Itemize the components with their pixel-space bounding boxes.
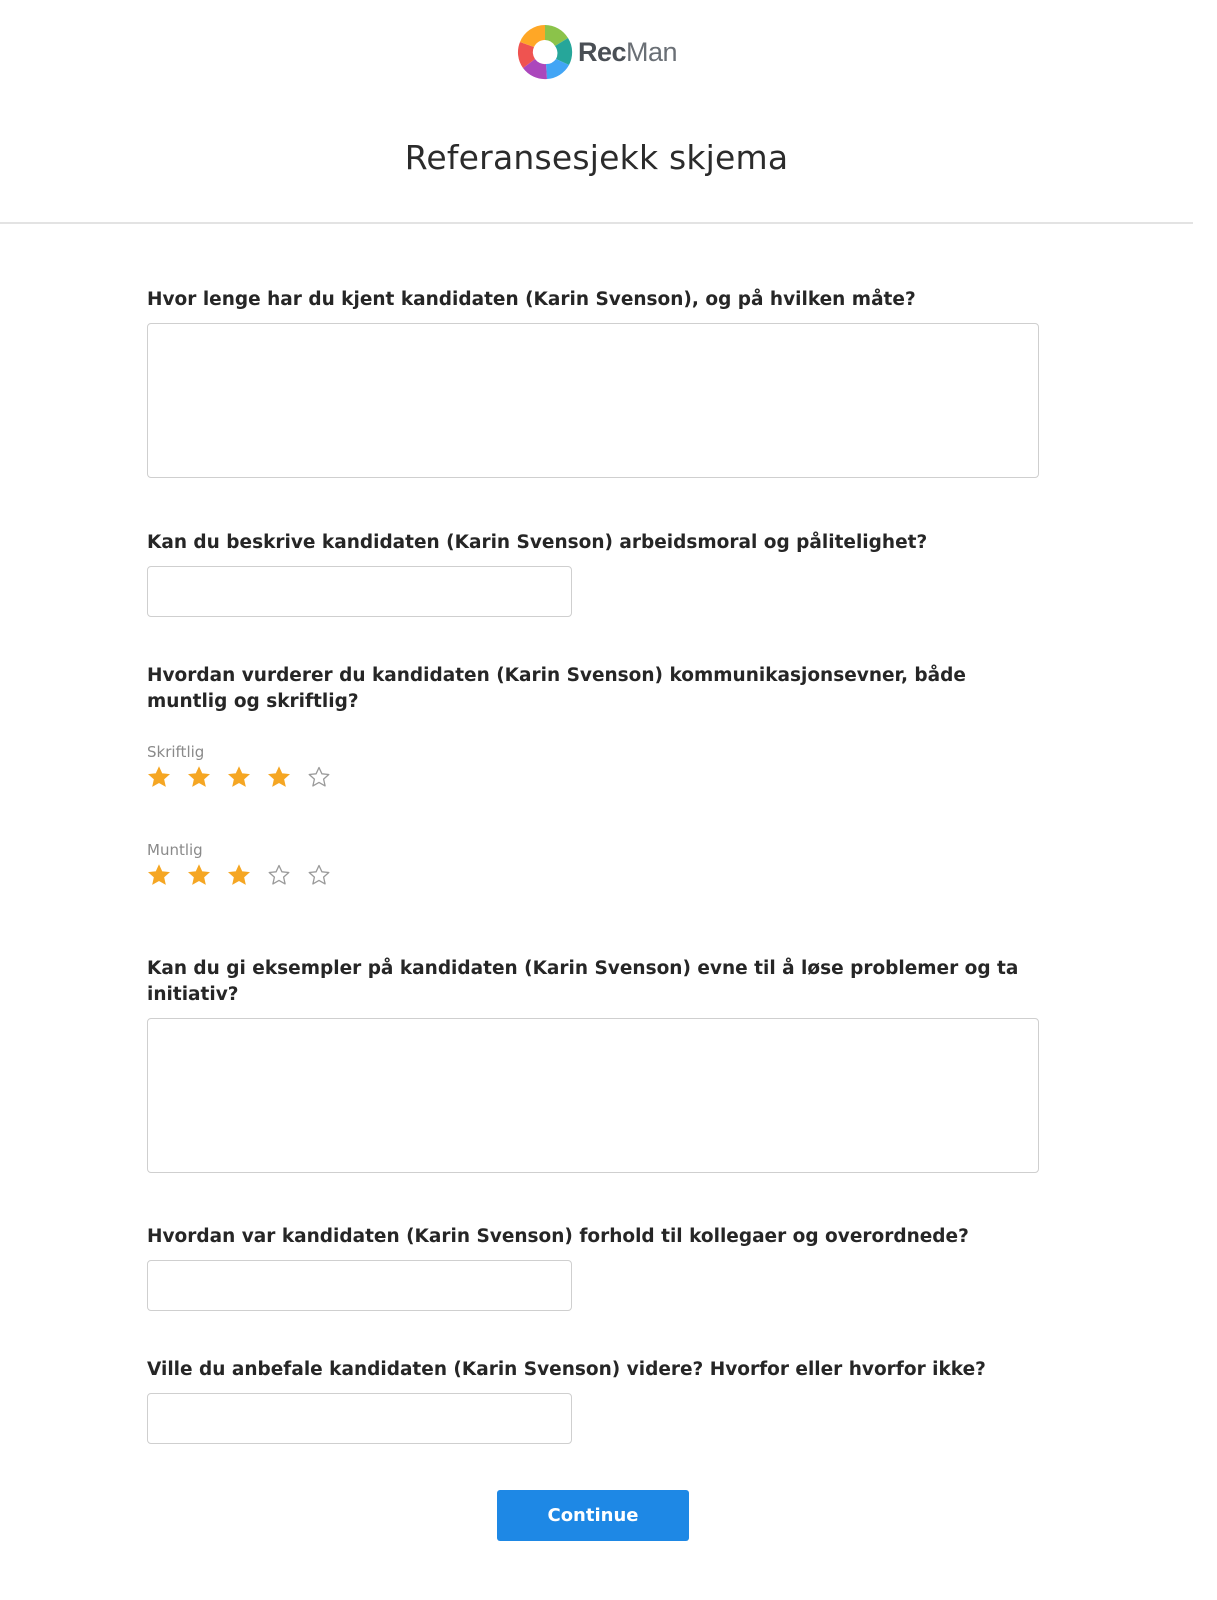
question-label-4: Kan du gi eksempler på kandidaten (Karin Svenson) evne til å løse problemer og ta initiativ? <box>147 958 1019 1005</box>
continue-button[interactable]: Continue <box>497 1490 689 1541</box>
question-label-1: Hvor lenge har du kjent kandidaten (Karin Svenson), og på hvilken måte? <box>147 289 916 310</box>
star-filled-icon[interactable] <box>147 764 187 790</box>
question-label-5: Hvordan var kandidaten (Karin Svenson) forhold til kollegaer og overordnede? <box>147 1226 969 1247</box>
page-title: Referansesjekk skjema <box>404 138 789 177</box>
question-label-6: Ville du anbefale kandidaten (Karin Svenson) videre? Hvorfor eller hvorfor ikke? <box>147 1359 986 1380</box>
page-header <box>0 0 1193 224</box>
answer-input-6[interactable] <box>147 1393 572 1444</box>
recman-logo-icon <box>516 23 574 81</box>
star-filled-icon[interactable] <box>267 764 307 790</box>
star-filled-icon[interactable] <box>187 862 227 888</box>
logo-text-light: Man <box>626 36 678 67</box>
star-filled-icon[interactable] <box>227 862 267 888</box>
answer-input-5[interactable] <box>147 1260 572 1311</box>
logo-text <box>578 37 677 68</box>
recman-logo <box>516 23 677 81</box>
answer-input-2[interactable] <box>147 566 572 617</box>
star-filled-icon[interactable] <box>227 764 267 790</box>
rating-label-muntlig: Muntlig <box>147 841 203 859</box>
question-label-3: Hvordan vurderer du kandidaten (Karin Svenson) kommunikasjonsevner, både muntlig og skriftlig? <box>147 665 966 712</box>
answer-textarea-1[interactable] <box>147 323 1039 478</box>
star-empty-icon[interactable] <box>307 862 347 888</box>
star-empty-icon[interactable] <box>307 764 347 790</box>
star-empty-icon[interactable] <box>267 862 307 888</box>
logo-text-bold: Rec <box>578 36 627 67</box>
rating-label-skriftlig: Skriftlig <box>147 743 205 761</box>
rating-stars-skriftlig <box>147 764 347 790</box>
rating-stars-muntlig <box>147 862 347 888</box>
star-filled-icon[interactable] <box>147 862 187 888</box>
answer-textarea-4[interactable] <box>147 1018 1039 1173</box>
star-filled-icon[interactable] <box>187 764 227 790</box>
question-label-2: Kan du beskrive kandidaten (Karin Svenson) arbeidsmoral og pålitelighet? <box>147 532 928 553</box>
